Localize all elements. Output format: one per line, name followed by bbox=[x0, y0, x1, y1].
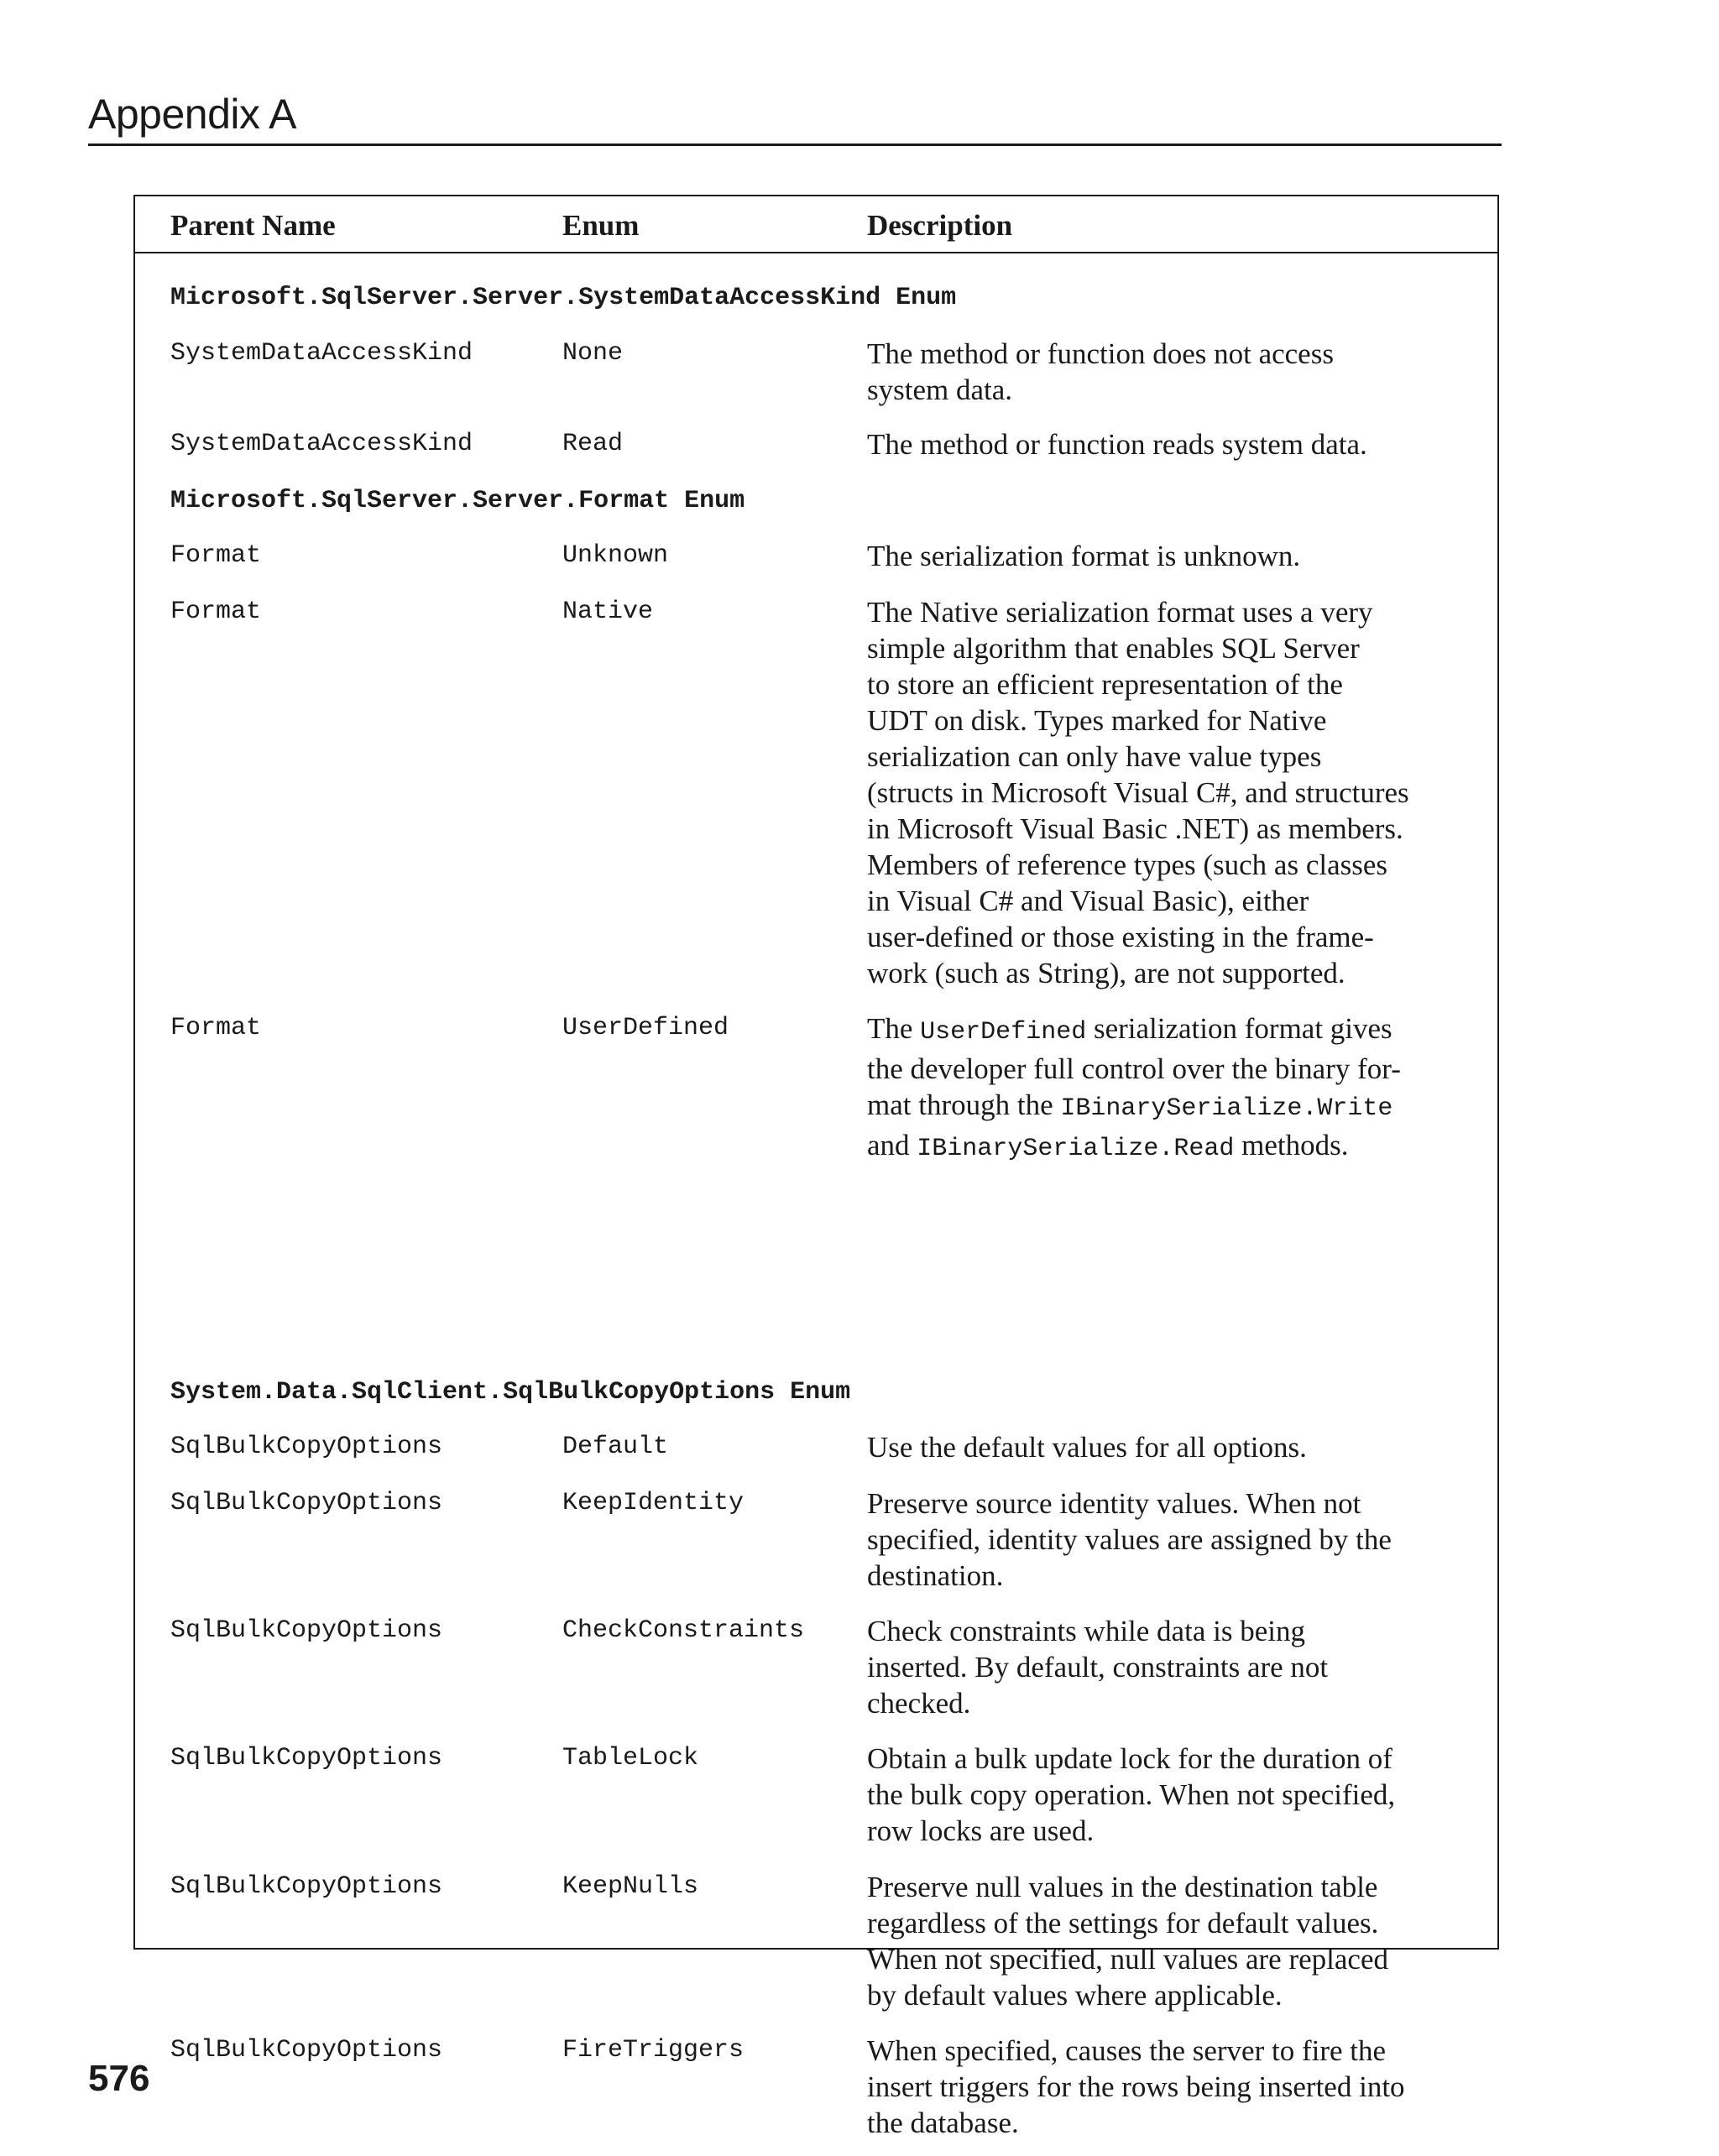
description-line: Members of reference types (such as classes bbox=[867, 848, 1388, 881]
description-line: When specified, causes the server to fire the bbox=[867, 2034, 1387, 2067]
code-ibinaryserialize-read: IBinarySerialize.Read bbox=[917, 1135, 1235, 1163]
description-line: checked. bbox=[867, 1687, 971, 1720]
enum-cell: CheckConstraints bbox=[562, 1616, 805, 1645]
description-cell bbox=[867, 2033, 1488, 2141]
enum-table bbox=[133, 195, 1499, 2139]
description-line: in Microsoft Visual Basic .NET) as members. bbox=[867, 812, 1403, 845]
description-line: row locks are used. bbox=[867, 1814, 1095, 1847]
description-cell bbox=[867, 538, 1488, 574]
description-line: mat through the IBinarySerialize.Write bbox=[867, 1088, 1393, 1123]
description-line: the bulk copy operation. When not specified, bbox=[867, 1778, 1396, 1811]
parent-name-cell: SqlBulkCopyOptions bbox=[170, 1433, 443, 1461]
parent-name-cell: SystemDataAccessKind bbox=[170, 339, 473, 368]
description-line: The UserDefined serialization format gives bbox=[867, 1012, 1392, 1047]
column-header-description: Description bbox=[867, 209, 1013, 242]
enum-cell: None bbox=[562, 339, 624, 368]
parent-name-cell: SqlBulkCopyOptions bbox=[170, 2036, 443, 2065]
description-line: The Native serialization format uses a very bbox=[867, 596, 1373, 629]
header-rule bbox=[88, 144, 1502, 146]
description-line: in Visual C# and Visual Basic), either bbox=[867, 885, 1309, 917]
description-cell bbox=[867, 336, 1488, 408]
description-line: the developer full control over the binary for- bbox=[867, 1052, 1401, 1085]
column-header-enum: Enum bbox=[562, 209, 640, 242]
section-title-sqlbulkcopyoptions: System.Data.SqlClient.SqlBulkCopyOptions Enum bbox=[170, 1378, 851, 1407]
description-line: and IBinarySerialize.Read methods. bbox=[867, 1129, 1349, 1163]
enum-cell: UserDefined bbox=[562, 1014, 729, 1042]
page-header: Appendix A bbox=[88, 91, 296, 138]
enum-cell: KeepIdentity bbox=[562, 1489, 745, 1517]
description-line: work (such as String), are not supported. bbox=[867, 957, 1345, 989]
description-line: by default values where applicable. bbox=[867, 1979, 1283, 2012]
code-ibinaryserialize-write: IBinarySerialize.Write bbox=[1060, 1094, 1393, 1123]
description-line: Preserve source identity values. When not bbox=[867, 1487, 1361, 1520]
description-line: The serialization format is unknown. bbox=[867, 540, 1301, 572]
description-cell bbox=[867, 426, 1488, 462]
section-title-systemdataaccesskind: Microsoft.SqlServer.Server.SystemDataAccessKind Enum bbox=[170, 284, 957, 312]
parent-name-cell: SqlBulkCopyOptions bbox=[170, 1489, 443, 1517]
enum-cell: Native bbox=[562, 598, 654, 626]
description-line: the database. bbox=[867, 2106, 1019, 2139]
description-line: insert triggers for the rows being inserted into bbox=[867, 2070, 1405, 2103]
page-number: 576 bbox=[88, 2058, 150, 2099]
parent-name-cell: SystemDataAccessKind bbox=[170, 430, 473, 458]
description-line: Obtain a bulk update lock for the duration of bbox=[867, 1742, 1392, 1775]
description-line: Check constraints while data is being bbox=[867, 1615, 1305, 1647]
description-line: (structs in Microsoft Visual C#, and structures bbox=[867, 776, 1409, 809]
description-line: inserted. By default, constraints are not bbox=[867, 1651, 1329, 1684]
description-line: The method or function reads system data. bbox=[867, 428, 1367, 461]
column-header-parent-name: Parent Name bbox=[170, 209, 336, 242]
description-line: user-defined or those existing in the frame- bbox=[867, 921, 1374, 953]
description-line: UDT on disk. Types marked for Native bbox=[867, 704, 1327, 737]
parent-name-cell: Format bbox=[170, 541, 262, 570]
section-title-format: Microsoft.SqlServer.Server.Format Enum bbox=[170, 487, 745, 515]
code-userdefined: UserDefined bbox=[920, 1018, 1087, 1047]
description-cell bbox=[867, 1010, 1488, 1167]
description-cell bbox=[867, 594, 1488, 991]
description-line: destination. bbox=[867, 1559, 1004, 1592]
description-cell bbox=[867, 1741, 1488, 1849]
description-line: system data. bbox=[867, 373, 1013, 406]
enum-cell: Read bbox=[562, 430, 624, 458]
description-line: simple algorithm that enables SQL Server bbox=[867, 632, 1360, 665]
description-line: specified, identity values are assigned by the bbox=[867, 1523, 1392, 1556]
enum-cell: TableLock bbox=[562, 1744, 699, 1772]
parent-name-cell: Format bbox=[170, 1014, 262, 1042]
enum-cell: Default bbox=[562, 1433, 669, 1461]
enum-cell: KeepNulls bbox=[562, 1872, 699, 1901]
description-cell bbox=[867, 1869, 1488, 2013]
description-cell bbox=[867, 1429, 1488, 1465]
description-line: The method or function does not access bbox=[867, 337, 1334, 370]
enum-cell: FireTriggers bbox=[562, 2036, 745, 2065]
enum-cell: Unknown bbox=[562, 541, 669, 570]
description-line: serialization can only have value types bbox=[867, 740, 1322, 773]
parent-name-cell: Format bbox=[170, 598, 262, 626]
description-cell bbox=[867, 1485, 1488, 1594]
parent-name-cell: SqlBulkCopyOptions bbox=[170, 1616, 443, 1645]
description-line: When not specified, null values are replaced bbox=[867, 1943, 1388, 1976]
table-header-row bbox=[135, 196, 1497, 253]
description-line: to store an efficient representation of the bbox=[867, 668, 1343, 701]
description-cell bbox=[867, 1613, 1488, 1721]
description-line: Preserve null values in the destination table bbox=[867, 1871, 1378, 1903]
parent-name-cell: SqlBulkCopyOptions bbox=[170, 1744, 443, 1772]
description-line: Use the default values for all options. bbox=[867, 1431, 1307, 1464]
description-line: regardless of the settings for default values. bbox=[867, 1907, 1379, 1939]
parent-name-cell: SqlBulkCopyOptions bbox=[170, 1872, 443, 1901]
